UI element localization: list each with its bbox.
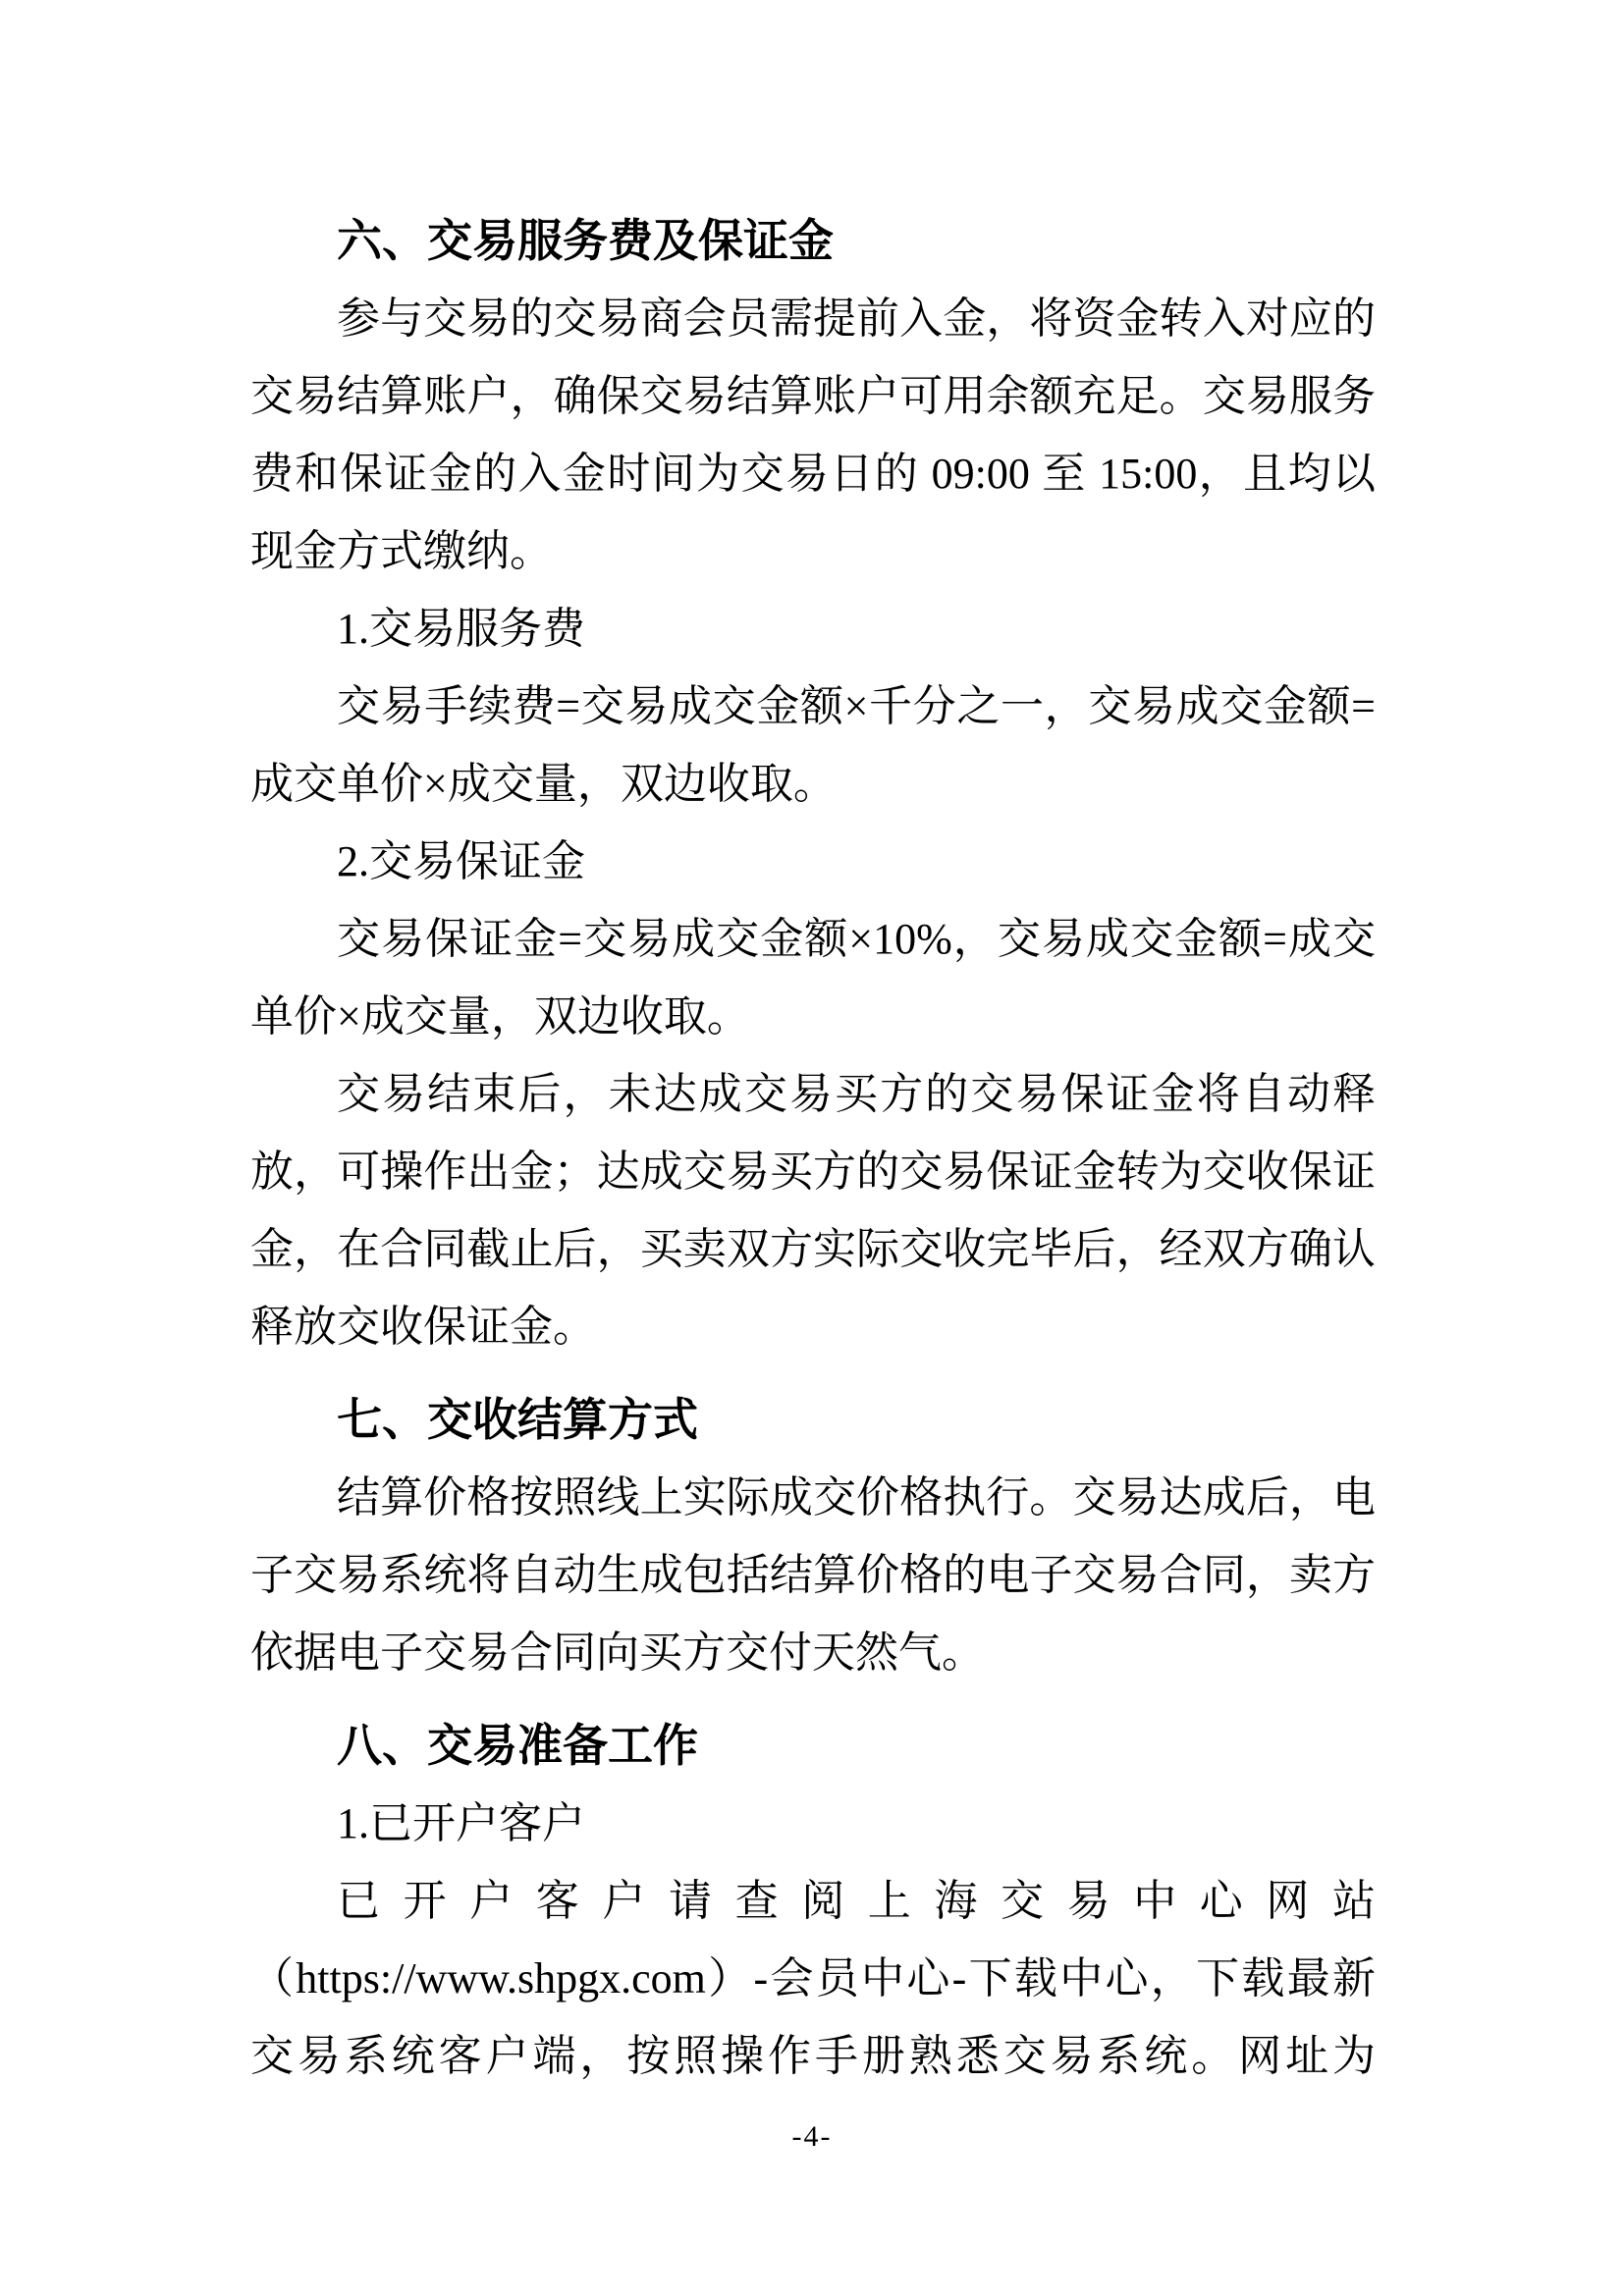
section-6-item-1-title: 1.交易服务费 [337,605,585,653]
page-number: -4- [791,2120,833,2153]
section-6-item-2-title: 2.交易保证金 [337,837,585,885]
section-8-paragraph-1-text: 已开户客户请查阅上海交易中心网站 [337,1877,1376,1925]
section-8-paragraph-1 [250,1862,1376,2095]
section-6-paragraph-2: 交易结束后，未达成交易买方的交易保证金将自动释放，可操作出金；达成交易买方的交易保证金转为交收保证金，在合同截止后，买卖双方实际交收完毕后，经双方确认释放交收保证金。 [250,1070,1376,1351]
section-6-paragraph-1: 参与交易的交易商会员需提前入金，将资金转入对应的交易结算账户，确保交易结算账户可用余额充足。交易服务费和保证金的入金时间为交易日的 09:00 至 15:00，且均以现金方式缴纳。 [250,294,1376,575]
page-footer [0,2120,1624,2154]
section-7-heading: 七、交收结算方式 [337,1395,698,1445]
website-url-text: （https://www.shpgx.com） [250,1954,754,2002]
section-7-paragraph-1: 结算价格按照线上实际成交价格执行。交易达成后，电子交易系统将自动生成包括结算价格的电子交易合同，卖方依据电子交易合同向买方交付天然气。 [250,1473,1376,1677]
section-6-item-1-body: 交易手续费=交易成交金额×千分之一，交易成交金额=成交单价×成交量，双边收取。 [250,682,1376,808]
section-8-paragraph-1-continuation: -会员中心-下载中心，下载最新交易系统客户端，按照操作手册熟悉交易系统。网址为 [250,1954,1376,2080]
section-6-heading: 六、交易服务费及保证金 [337,216,834,266]
section-6-item-2-body: 交易保证金=交易成交金额×10%，交易成交金额=成交单价×成交量，双边收取。 [250,915,1376,1041]
section-8-heading: 八、交易准备工作 [337,1721,698,1771]
section-8-item-1-title: 1.已开户客户 [337,1799,585,1847]
document-content [250,202,1376,2095]
